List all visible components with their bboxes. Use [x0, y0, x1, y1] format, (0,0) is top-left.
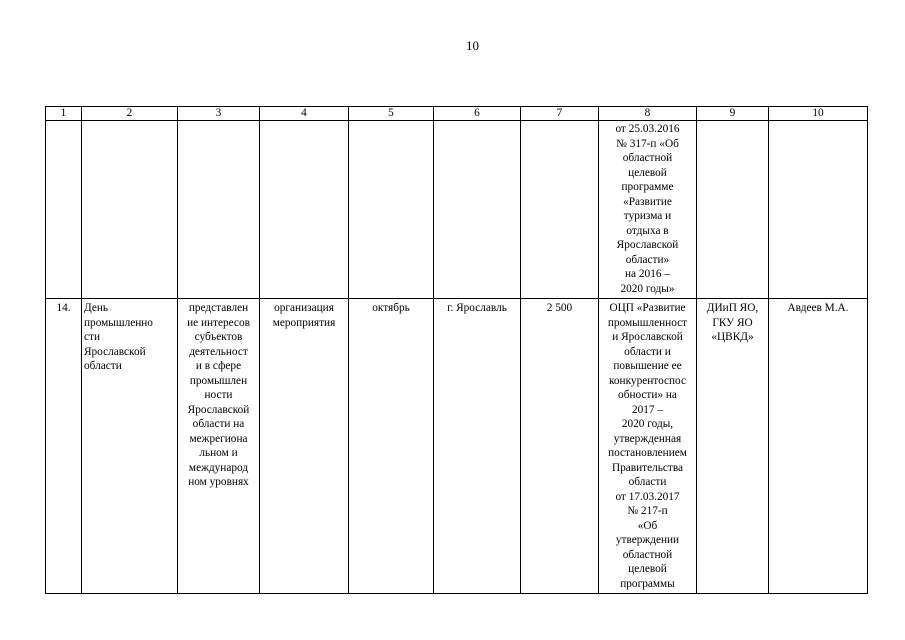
- cell-number: 14.: [46, 299, 82, 594]
- cell-goal: [178, 121, 260, 299]
- header-cell-1: 1: [46, 107, 82, 121]
- header-cell-3: 3: [178, 107, 260, 121]
- cell-activity: организация мероприятия: [260, 299, 349, 594]
- events-table: [45, 106, 868, 594]
- cell-activity: [260, 121, 349, 299]
- cell-organizer: ДИиП ЯО, ГКУ ЯО «ЦВКД»: [697, 299, 769, 594]
- header-cell-6: 6: [434, 107, 521, 121]
- header-cell-2: 2: [82, 107, 178, 121]
- table-row: [46, 299, 868, 594]
- cell-responsible: [769, 121, 868, 299]
- header-row: [46, 107, 868, 121]
- cell-place: [434, 121, 521, 299]
- cell-event-name: День промышленно сти Ярославской области: [82, 299, 178, 594]
- cell-event-name: [82, 121, 178, 299]
- cell-date: октябрь: [349, 299, 434, 594]
- page-number: 10: [466, 38, 479, 53]
- header-cell-7: 7: [521, 107, 599, 121]
- cell-amount: [521, 121, 599, 299]
- header-cell-4: 4: [260, 107, 349, 121]
- cell-date: [349, 121, 434, 299]
- cell-program: ОЦП «Развитие промышленност и Ярославской области и повышение ее конкурентоспос обности» на 2017 – 2020 годы, утвержденная постановлением Правительства области от 17.03.2017 № 217-п «Об утверждении областной целевой программы: [599, 299, 697, 594]
- cell-amount: 2 500: [521, 299, 599, 594]
- header-cell-8: 8: [599, 107, 697, 121]
- cell-program: от 25.03.2016 № 317-п «Об областной целевой программе «Развитие туризма и отдыха в Ярославской области» на 2016 – 2020 годы»: [599, 121, 697, 299]
- cell-goal: представлен ие интересов субъектов деятельност и в сфере промышлен ности Ярославской области на межрегиона льном и международ ном уровнях: [178, 299, 260, 594]
- table-row: [46, 121, 868, 299]
- cell-place: г. Ярославль: [434, 299, 521, 594]
- header-cell-10: 10: [769, 107, 868, 121]
- cell-organizer: [697, 121, 769, 299]
- cell-responsible: Авдеев М.А.: [769, 299, 868, 594]
- header-cell-9: 9: [697, 107, 769, 121]
- header-cell-5: 5: [349, 107, 434, 121]
- cell-number: [46, 121, 82, 299]
